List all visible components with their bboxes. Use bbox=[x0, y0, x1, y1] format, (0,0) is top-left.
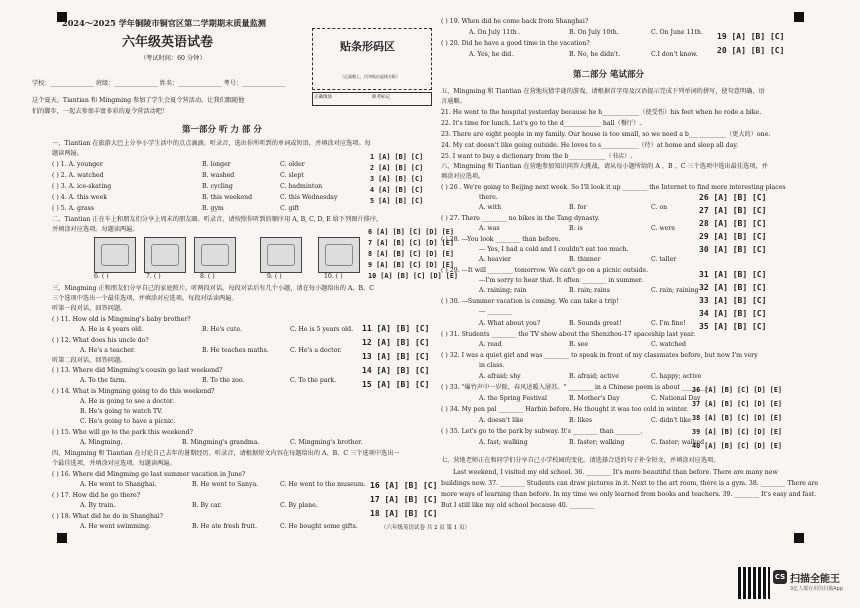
s6-head-1: 六、Mingming 和 Tiantian 在营地参加知识问答大挑战，请从每小题所给的 A 、B 、C 三个选项中选出最佳选项，并 bbox=[441, 163, 768, 170]
q19: ( ) 19. When did he come back from Shanghai? bbox=[441, 18, 589, 25]
picture-label-6: 6. ( ) bbox=[94, 273, 109, 280]
s6-head-2: 填涂对应选项。 bbox=[441, 173, 485, 180]
q32-tail: in class. bbox=[479, 362, 505, 369]
student-info-line: 学校：______________ 班级：______________ 姓名：______________ 考号：______________ bbox=[32, 80, 286, 87]
answer-4[interactable]: 4 [A] [B] [C] bbox=[370, 186, 424, 194]
q28-b: B. thinner bbox=[569, 256, 601, 263]
q17: ( ) 17. How did he go there? bbox=[52, 492, 141, 499]
answer-1[interactable]: 1 [A] [B] [C] bbox=[370, 153, 424, 161]
q29-a: A. raining; rain bbox=[479, 287, 527, 294]
q19-c: C. On June 11th. bbox=[651, 29, 703, 36]
q13-a: A. To the farm. bbox=[80, 377, 127, 384]
registration-mark-bottom-left bbox=[57, 533, 67, 543]
q19-b: B. On July 10th. bbox=[569, 29, 619, 36]
q34: ( ) 34. My pen pal ________ Harbin before. He thought it was too cold in winter. bbox=[441, 406, 689, 413]
answer-6[interactable]: 6 [A] [B] [C] [D] [E] bbox=[368, 228, 454, 236]
part1-title: 第一部分 听 力 部 分 bbox=[182, 125, 262, 135]
q1-b: B. longer bbox=[202, 161, 231, 168]
answer-35[interactable]: 35 [A] [B] [C] bbox=[699, 322, 767, 331]
answer-33[interactable]: 33 [A] [B] [C] bbox=[699, 296, 767, 305]
barcode-note: （正面朝上，切勿贴出虚线方框） bbox=[340, 74, 400, 79]
q30-reply: --- ________ bbox=[479, 308, 512, 315]
answer-7[interactable]: 7 [A] [B] [C] [D] [E] bbox=[368, 239, 454, 247]
s7-head: 七、营地老师正在和同学们分享自己小学校园的变化。请选择合适的句子补全短文，并填涂对应选项。 bbox=[441, 457, 720, 464]
answer-39[interactable]: 39 [A] [B] [C] [D] [E] bbox=[692, 428, 783, 436]
q1: ( ) 1. A. younger bbox=[52, 161, 103, 168]
q14-c: C. He's going to have a picnic. bbox=[80, 418, 176, 425]
q11-c: C. He is 5 years old. bbox=[290, 326, 354, 333]
q29-b: B. rain; rains bbox=[569, 287, 610, 294]
q5-c: C. gift bbox=[280, 205, 300, 212]
answer-15[interactable]: 15 [A] [B] [C] bbox=[362, 380, 430, 389]
answer-32[interactable]: 32 [A] [B] [C] bbox=[699, 283, 767, 292]
q3: ( ) 3. A. ice-skating bbox=[52, 183, 112, 190]
q27: ( ) 27. There ________ no bikes in the Tang dynasty. bbox=[441, 215, 600, 222]
paper-title: 六年级英语试卷 bbox=[122, 35, 214, 50]
q2: ( ) 2. A. watched bbox=[52, 172, 104, 179]
scanner-brand: 扫描全能王 bbox=[790, 574, 840, 585]
passage-line-2: buildings now. 37. ________ Students can draw pictures in it. Next to the art room, there is a gym. 38. ________ There are bbox=[441, 480, 819, 487]
q13-b: B. To the zoo. bbox=[202, 377, 245, 384]
picture-label-8: 8. ( ) bbox=[200, 273, 215, 280]
q29-c: C. rain; raining bbox=[651, 287, 699, 294]
answer-9[interactable]: 9 [A] [B] [C] [D] [E] bbox=[368, 261, 454, 269]
passage-line-4: But I still like my old school because 40. ________ bbox=[441, 502, 595, 509]
q17-a: A. By train. bbox=[80, 502, 116, 509]
q25: 25. I want to buy a dictionary from the b____________（书店）. bbox=[441, 153, 633, 160]
s2-head-1: 二、Tiantian 正在车上和朋友们分享上周末的朋友圈。听录音，请按照你听到的顺序用 A, B, C, D, E 给下列图片排序， bbox=[52, 216, 383, 223]
answer-14[interactable]: 14 [A] [B] [C] bbox=[362, 366, 430, 375]
registration-mark-bottom-right bbox=[794, 533, 804, 543]
q21: 21. He went to the hospital yesterday because he h____________（使受伤）his feet when he rode a bike. bbox=[441, 109, 762, 116]
q20-a: A. Yes, he did. bbox=[469, 51, 514, 58]
q32-b: B. afraid; active bbox=[569, 373, 619, 380]
q20: ( ) 20. Did he have a good time in the vacation? bbox=[441, 40, 590, 47]
q26-tail: there. bbox=[479, 194, 498, 201]
q32: ( ) 32. I was a quiet girl and was ________ to speak in front of my classmates before, but now I'm very bbox=[441, 352, 758, 359]
q15-b: B. Mingming's grandma. bbox=[182, 439, 260, 446]
q30-b: B. Sounds great! bbox=[569, 320, 622, 327]
intro-line-2: 们的脚步，一起去参加丰富多彩的夏令营活动吧！ bbox=[32, 108, 169, 115]
answer-12[interactable]: 12 [A] [B] [C] bbox=[362, 338, 430, 347]
q24: 24. My cat doesn't like going outside. He loves to s____________（待）at home and sleep all day. bbox=[441, 142, 739, 149]
q18: ( ) 18. What did he do in Shanghai? bbox=[52, 513, 163, 520]
passage-line-1: Last weekend, I visited my old school. 36. ________ It's more beautiful than before. There are many new bbox=[453, 469, 778, 476]
fill-correct-label: 正确填涂 bbox=[314, 95, 332, 100]
q20-b: B. No, he didn't. bbox=[569, 51, 621, 58]
page-footer: （六年级英语试卷 共 2 页 第 1 页） bbox=[381, 525, 470, 531]
answer-2[interactable]: 2 [A] [B] [C] bbox=[370, 164, 424, 172]
s3-sub-2: 听第二段对话，回答问题。 bbox=[52, 357, 127, 364]
q16-b: B. He went to Sanya. bbox=[192, 481, 259, 488]
q27-c: C. were bbox=[651, 225, 676, 232]
q34-b: B. likes bbox=[569, 417, 593, 424]
answer-11[interactable]: 11 [A] [B] [C] bbox=[362, 324, 430, 333]
q30-a: A. What about you? bbox=[479, 320, 541, 327]
q35-a: A. fast; walking bbox=[479, 439, 528, 446]
q15: ( ) 15. Who will go to the park this weekend? bbox=[52, 429, 193, 436]
q4-c: C. this Wednesday bbox=[280, 194, 338, 201]
exam-title: 2024～2025 学年铜陵市铜官区第二学期期末质量监测 bbox=[62, 18, 266, 28]
answer-40[interactable]: 40 [A] [B] [C] [D] [E] bbox=[692, 442, 783, 450]
q12: ( ) 12. What does his uncle do? bbox=[52, 337, 149, 344]
picture-label-10: 10. ( ) bbox=[324, 273, 343, 280]
scanner-tagline: 3亿人都在用的扫描App bbox=[790, 586, 843, 592]
s1-head-1: 一、Tiantian 在旅游大巴上分享小学生活中的点点滴滴。听录音，选出你所听到的单词或短语，并填涂对应选项。每 bbox=[52, 140, 371, 147]
q14: ( ) 14. What is Mingming going to do this weekend? bbox=[52, 388, 215, 395]
s3-head-1: 三、Mingming 正和朋友们分享自己的家庭照片。听两段对话，每段对话后有几个小题，请在每小题给出的 A、B、C bbox=[52, 285, 374, 292]
q16: ( ) 16. Where did Mingming go last summer vacation in June? bbox=[52, 471, 246, 478]
intro-line-1: 这个夏天，Tiantian 和 Mingming 参加了学生会夏令营活动。让我们跟随他 bbox=[32, 97, 245, 104]
q30-c: C. I'm fine! bbox=[651, 320, 686, 327]
answer-34[interactable]: 34 [A] [B] [C] bbox=[699, 309, 767, 318]
q29: ( ) 29. ---It will ________ tomorrow. We can't go on a picnic outside. bbox=[441, 267, 649, 274]
q22: 22. It's time for lunch. Let's go to the d____________ hall（餐厅）. bbox=[441, 120, 642, 127]
q15-c: C. Mingming's brother. bbox=[290, 439, 363, 446]
answer-8[interactable]: 8 [A] [B] [C] [D] [E] bbox=[368, 250, 454, 258]
picture-8 bbox=[194, 237, 236, 273]
q20-c: C.I don't know. bbox=[651, 51, 698, 58]
q11-b: B. He's cute. bbox=[202, 326, 242, 333]
q32-c: C. happy; active bbox=[651, 373, 702, 380]
s4-head-2: 个最佳选项，并填涂对应选项。每题读两遍。 bbox=[52, 460, 176, 467]
q31-c: C. watched bbox=[651, 341, 686, 348]
fill-missing-label: 缺考标记 bbox=[372, 95, 390, 100]
qr-code-icon bbox=[738, 567, 770, 599]
q16-a: A. He went to Shanghai. bbox=[80, 481, 157, 488]
q26-b: B. for bbox=[569, 204, 587, 211]
q13-c: C. To the park. bbox=[290, 377, 337, 384]
q33-a: A. the Spring Festival bbox=[479, 395, 547, 402]
q35-b: B. faster; walking bbox=[569, 439, 625, 446]
q5-b: B. gym bbox=[202, 205, 224, 212]
answer-16[interactable]: 16 [A] [B] [C] bbox=[370, 481, 438, 490]
picture-6 bbox=[94, 237, 136, 273]
time-note: （考试时间：60 分钟） bbox=[140, 55, 206, 62]
q35: ( ) 35. Let's go to the park by subway. It's ________ than ________. bbox=[441, 428, 643, 435]
picture-label-9: 9. ( ) bbox=[267, 273, 282, 280]
q13: ( ) 13. Where did Mingming's cousin go last weekend? bbox=[52, 367, 223, 374]
q17-b: B. By car. bbox=[192, 502, 222, 509]
part2-title: 第二部分 笔试部分 bbox=[573, 70, 644, 80]
answer-13[interactable]: 13 [A] [B] [C] bbox=[362, 352, 430, 361]
answer-38[interactable]: 38 [A] [B] [C] [D] [E] bbox=[692, 414, 783, 422]
answer-31[interactable]: 31 [A] [B] [C] bbox=[699, 270, 767, 279]
q11: ( ) 11. How old is Mingming's baby brother? bbox=[52, 316, 191, 323]
answer-18[interactable]: 18 [A] [B] [C] bbox=[370, 509, 438, 518]
q5: ( ) 5. A. grass bbox=[52, 205, 94, 212]
q34-c: C. didn't like bbox=[651, 417, 691, 424]
answer-3[interactable]: 3 [A] [B] [C] bbox=[370, 175, 424, 183]
barcode-area-label: 贴条形码区 bbox=[340, 40, 395, 53]
s5-head-2: 言通顺。 bbox=[441, 98, 466, 105]
q29-reply: ---I'm sorry to hear that. It often ________ in summer. bbox=[479, 277, 644, 284]
q26-a: A. with bbox=[479, 204, 502, 211]
answer-10[interactable]: 10 [A] [B] [C] [D] [E] bbox=[368, 272, 459, 280]
q33-b: B. Mother's Day bbox=[569, 395, 620, 402]
q31-a: A. read bbox=[479, 341, 502, 348]
q33-c: C. National Day bbox=[651, 395, 701, 402]
q14-b: B. He's going to watch TV. bbox=[80, 408, 163, 415]
q15-a: A. Mingming. bbox=[80, 439, 123, 446]
answer-36[interactable]: 36 [A] [B] [C] [D] [E] bbox=[692, 386, 783, 394]
s3-head-2: 三个选项中选出一个最佳选项，并填涂对应选项。每段对话读两遍。 bbox=[52, 295, 238, 302]
registration-mark-top-right bbox=[794, 12, 804, 22]
q23: 23. There are eight people in my family. Our house is too small, so we need a b____________（更大的）one. bbox=[441, 131, 771, 138]
q18-c: C. He bought some gifts. bbox=[280, 523, 358, 530]
s3-sub-1: 听第一段对话，回答问题。 bbox=[52, 305, 127, 312]
q31-b: B. see bbox=[569, 341, 588, 348]
q30: ( ) 30. ---Summer vacation is coming. We can take a trip! bbox=[441, 298, 619, 305]
q33: ( ) 33. "爆竹声中一岁除，春风送暖入屠苏。" ________ in a Chinese poem is about ________. bbox=[441, 384, 709, 391]
q26: ( ) 26 . We're going to Beijing next week. So I'll look it up ________ the Internet to find more interesting places bbox=[441, 184, 786, 191]
q35-c: C. faster; walked bbox=[651, 439, 705, 446]
q14-a: A. He is going to see a doctor. bbox=[80, 398, 175, 405]
camscanner-logo: CS bbox=[773, 570, 787, 584]
q26-c: C. on bbox=[651, 204, 668, 211]
answer-30[interactable]: 30 [A] [B] [C] bbox=[699, 245, 767, 254]
answer-27[interactable]: 27 [A] [B] [C] bbox=[699, 206, 767, 215]
q2-c: C. slept bbox=[280, 172, 304, 179]
q2-b: B. washed bbox=[202, 172, 235, 179]
q16-c: C. He went to the museum. bbox=[280, 481, 366, 488]
q3-c: C. badminton bbox=[280, 183, 323, 190]
q3-b: B. cycling bbox=[202, 183, 233, 190]
q11-a: A. He is 4 years old. bbox=[80, 326, 144, 333]
q28-reply: --- Yes, I had a cold and I couldn't eat too much. bbox=[479, 246, 629, 253]
answer-37[interactable]: 37 [A] [B] [C] [D] [E] bbox=[692, 400, 783, 408]
q27-b: B. is bbox=[569, 225, 583, 232]
answer-20[interactable]: 20 [A] [B] [C] bbox=[717, 46, 785, 55]
picture-9 bbox=[260, 237, 302, 273]
picture-7 bbox=[144, 237, 186, 273]
q12-b: B. He teaches maths. bbox=[202, 347, 269, 354]
answer-17[interactable]: 17 [A] [B] [C] bbox=[370, 495, 438, 504]
answer-28[interactable]: 28 [A] [B] [C] bbox=[699, 219, 767, 228]
q28: ( ) 28. ---You look ________ than before. bbox=[441, 236, 561, 243]
q18-b: B. He ate fresh fruit. bbox=[192, 523, 258, 530]
picture-10 bbox=[318, 237, 360, 273]
q34-a: A. doesn't like bbox=[479, 417, 524, 424]
answer-29[interactable]: 29 [A] [B] [C] bbox=[699, 232, 767, 241]
q12-c: C. He's a doctor. bbox=[290, 347, 342, 354]
q32-a: A. afraid; shy bbox=[479, 373, 521, 380]
s5-head-1: 五、Mingming 和 Tiantian 在营地玩猜字谜的游戏。请根据首字母及汉语提示完成下列单词的拼写，使句意明确，语 bbox=[441, 88, 765, 95]
answer-19[interactable]: 19 [A] [B] [C] bbox=[717, 32, 785, 41]
q28-a: A. heavier bbox=[479, 256, 511, 263]
s2-head-2: 并填涂对应选项。每题读两遍。 bbox=[52, 226, 139, 233]
q12-a: A. He's a teacher. bbox=[80, 347, 136, 354]
s1-head-2: 题读两遍。 bbox=[52, 150, 83, 157]
q19-a: A. On July 11th . bbox=[469, 29, 521, 36]
q18-a: A. He went swimming. bbox=[80, 523, 151, 530]
q1-c: C. older bbox=[280, 161, 305, 168]
q4: ( ) 4. A. this week bbox=[52, 194, 107, 201]
q28-c: C. taller bbox=[651, 256, 677, 263]
answer-26[interactable]: 26 [A] [B] [C] bbox=[699, 193, 767, 202]
answer-5[interactable]: 5 [A] [B] [C] bbox=[370, 197, 424, 205]
picture-label-7: 7. ( ) bbox=[146, 273, 161, 280]
q17-c: C. By plane. bbox=[280, 502, 318, 509]
q31: ( ) 31. Students ________ the TV show about the Shenzhou-17 spaceship last year. bbox=[441, 331, 696, 338]
q27-a: A. was bbox=[479, 225, 500, 232]
passage-line-3: more ways of learning than before. In my time we only learned from books and teachers. 39. ________ It's easy and fast. bbox=[441, 491, 817, 498]
q4-b: B. this weekend bbox=[202, 194, 253, 201]
s4-head-1: 四、Mingming 和 Tiantian 在讨论自己去年的暑期经历。听录音，请根据短文内容在每题给出的 A、B、C 三个选项中选出一 bbox=[52, 450, 400, 457]
barcode-box bbox=[312, 28, 432, 90]
